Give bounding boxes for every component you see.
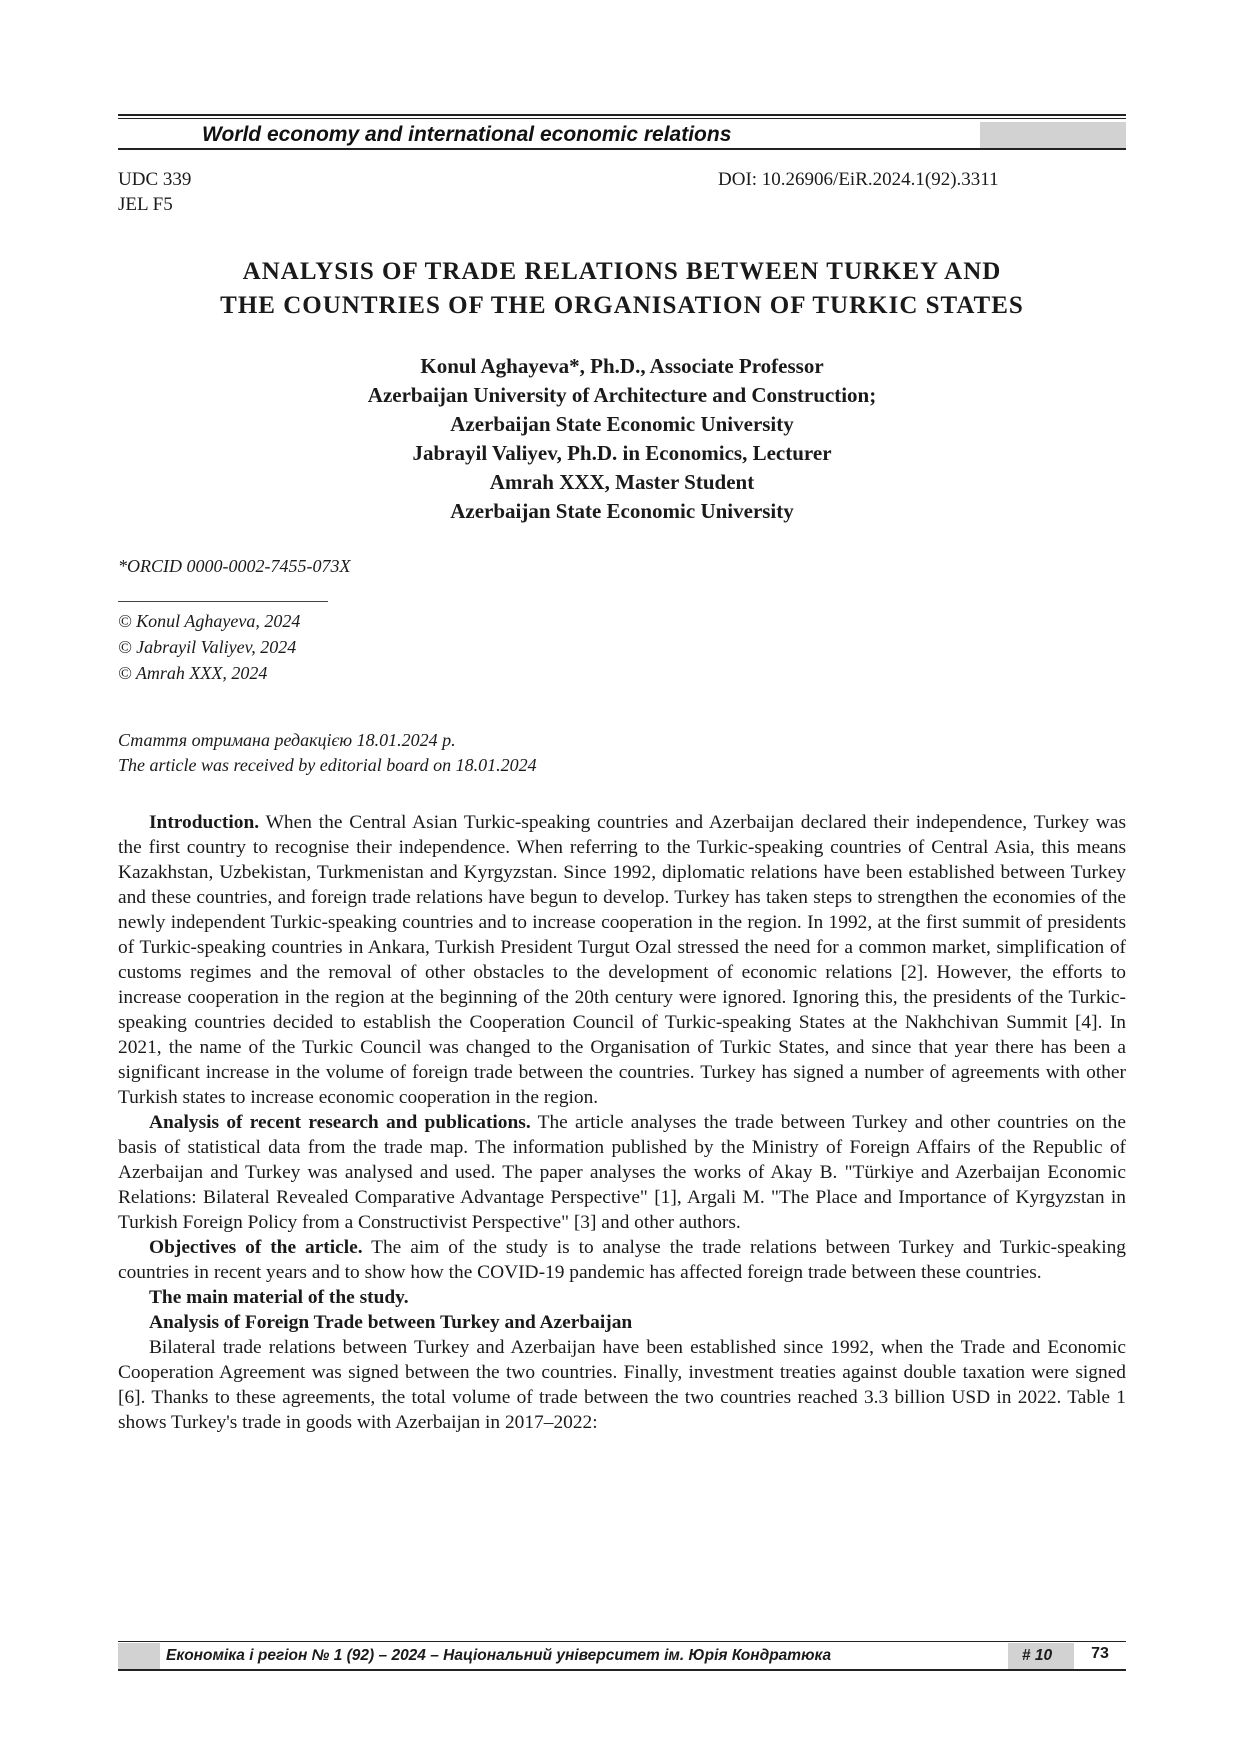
header-rule-bottom (118, 148, 1126, 150)
title-line-2: THE COUNTRIES OF THE ORGANISATION OF TURKIC STATES (220, 292, 1024, 319)
introduction-text: When the Central Asian Turkic-speaking countries and Azerbaijan declared their independence, Turkey was the first country to recognise their independence. When referring to the Turkic-speaking countries of Central Asia, this means Kazakhstan, Uzbekistan, Turkmenistan and Kyrgyzstan. Since 1992, diplomatic relations have been established between Turkey and these countries, and foreign trade relations have begun to develop. Turkey has taken steps to strengthen the economies of the newly independent Turkic-speaking countries and to increase cooperation in the region. In 1992, at the first summit of presidents of Turkic-speaking countries in Ankara, Turkish President Turgut Ozal stressed the need for a common market, simplification of customs regimes and the removal of other obstacles to the development of economic relations [2]. However, the efforts to increase cooperation in the region at the beginning of the 20th century were ignored. Ignoring this, the presidents of the Turkic-speaking countries decided to establish the Cooperation Council of Turkic-speaking States at the Nakhchivan Summit [4]. In 2021, the name of the Turkic Council was changed to the Organisation of Turkic States, and since that year there has been a significant increase in the volume of foreign trade between the countries. Turkey has signed a number of agreements with other Turkish states to increase economic cooperation in the region. (118, 812, 1126, 1108)
article-title (118, 255, 1126, 323)
footer-rule-bottom (118, 1669, 1126, 1671)
author-block (118, 352, 1126, 526)
received-note (118, 728, 537, 778)
copyright-line: © Amrah XXX, 2024 (118, 663, 268, 683)
udc-code: UDC 339 (118, 169, 192, 190)
section-title: World economy and international economic relations (202, 123, 732, 146)
footnote-rule (118, 601, 328, 602)
received-ua: Стаття отримана редакцією 18.01.2024 р. (118, 730, 456, 750)
analysis-paragraph (118, 1110, 1126, 1235)
article-body (118, 810, 1126, 1435)
doi: DOI: 10.26906/EiR.2024.1(92).3311 (718, 169, 999, 190)
objectives-text: The aim of the study is to analyse the trade relations between Turkey and Turkic-speaking countries in recent years and to show how the COVID-19 pandemic has affected foreign trade between these countries. (118, 1237, 1126, 1283)
jel-code: JEL F5 (118, 194, 173, 215)
bilateral-paragraph: Bilateral trade relations between Turkey and Azerbaijan have been established since 1992, when the Trade and Economic Cooperation Agreement was signed between the two countries. Finally, investment treaties against double taxation were signed [6]. Thanks to these agreements, the total volume of trade between the two countries reached 3.3 billion USD in 2022. Table 1 shows Turkey's trade in goods with Azerbaijan in 2017–2022: (118, 1337, 1126, 1433)
analysis-text: The article analyses the trade between Turkey and other countries on the basis of statistical data from the trade map. The information published by the Ministry of Foreign Affairs of the Republic of Azerbaijan and Turkey was analysed and used. The paper analyses the works of Akay B. "Türkiye and Azerbaijan Economic Relations: Bilateral Revealed Comparative Advantage Perspective" [1], Argali M. "The Place and Importance of Kyrgyzstan in Turkish Foreign Policy from a Constructivist Perspective" [3] and other authors. (118, 1112, 1126, 1233)
journal-citation: Економіка і регіон № 1 (92) – 2024 – Національний університет ім. Юрія Кондратюка (160, 1643, 1008, 1669)
issue-number: # 10 (1008, 1643, 1066, 1669)
title-line-1: ANALYSIS OF TRADE RELATIONS BETWEEN TURKEY AND (242, 258, 1002, 285)
introduction-paragraph (118, 810, 1126, 1110)
objectives-lead: Objectives of the article. (149, 1237, 363, 1258)
author-line: Azerbaijan State Economic University (450, 499, 794, 523)
author-line: Azerbaijan State Economic University (450, 412, 794, 436)
header-rule-top-thin (118, 118, 1126, 119)
introduction-lead: Introduction. (149, 812, 260, 833)
subsection-heading: Analysis of Foreign Trade between Turkey and Azerbaijan (149, 1312, 633, 1333)
header-left-spacer (118, 122, 202, 148)
author-line: Konul Aghayeva*, Ph.D., Associate Professor (420, 354, 824, 378)
footer-shade-left (118, 1643, 160, 1669)
copyright-line: © Jabrayil Valiyev, 2024 (118, 637, 297, 657)
received-en: The article was received by editorial board on 18.01.2024 (118, 755, 537, 775)
orcid-note: *ORCID 0000-0002-7455-073X (118, 556, 351, 576)
running-footer (118, 1643, 1126, 1669)
header-rule-top (118, 114, 1126, 116)
copyright-line: © Konul Aghayeva, 2024 (118, 611, 301, 631)
objectives-paragraph (118, 1235, 1126, 1285)
footer-rule-top (118, 1641, 1126, 1642)
main-material-heading: The main material of the study. (149, 1287, 409, 1308)
copyright-block (118, 608, 300, 686)
page-number: 73 (1074, 1643, 1126, 1669)
running-header (118, 122, 1126, 148)
footer-shade-gap (1066, 1643, 1074, 1669)
header-shade (980, 122, 1126, 148)
author-line: Jabrayil Valiyev, Ph.D. in Economics, Lecturer (412, 441, 832, 465)
author-line: Amrah XXX, Master Student (489, 470, 755, 494)
author-line: Azerbaijan University of Architecture and Construction; (367, 383, 877, 407)
analysis-lead: Analysis of recent research and publications. (149, 1112, 531, 1133)
